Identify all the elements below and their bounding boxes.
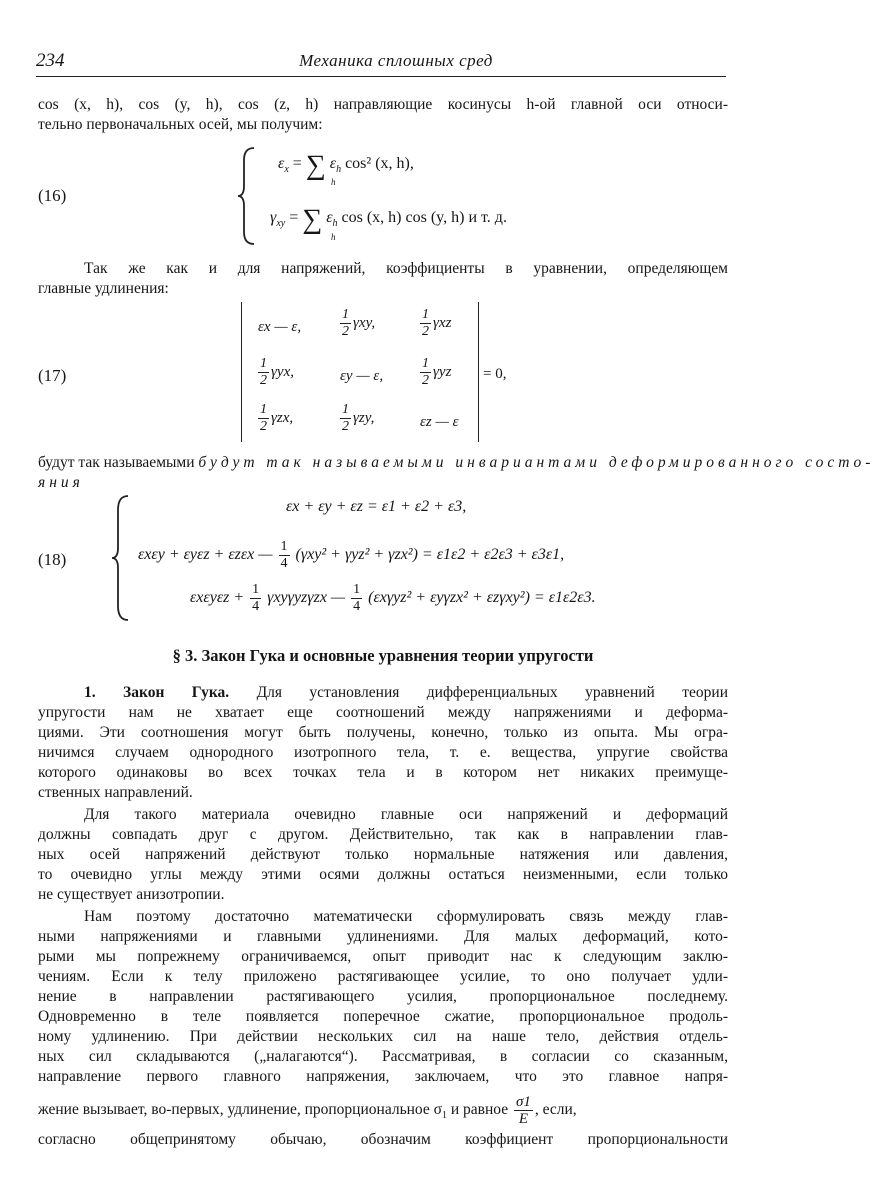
text-line: главные удлинения: [38,280,169,297]
emphasis-text: будут так называемыми инвариантами деформированного состо- [198,454,874,471]
subsection-title: 1. Закон Гука. [84,684,230,701]
running-title: Механика сплошных сред [299,51,493,70]
text-line: нение в направлении растягивающего усилия, пропорциональное последнему. [38,988,728,1005]
text-line: Одновременно в теле появляется поперечное сжатие, пропорциональное продоль- [38,1008,728,1025]
text-line: ных осей напряжений действуют только нормальные натяжения или давления, [38,846,728,863]
equation-18-row-2: εxεy + εyεz + εzεx — $\frac{1}{4}$ (γxy² + γyz² + γzx²) = ε1ε2 + ε2ε3 + ε3ε1, [138,539,565,571]
det-cell: $\frac{1}{2}$ γxz [422,307,452,339]
text-line: 1. Закон Гука. Для установления дифференциальных уравнений теории [84,684,728,701]
text-line: яния [38,474,84,491]
text-line: направление первого главного напряжения, заключаем, что это главное напря- [38,1068,728,1085]
sum-index: h [331,177,336,187]
text-line: cos (x, h), cos (y, h), cos (z, h) направляющие косинусы h-ой главной оси относи- [38,96,728,113]
det-cell: εz — ε [420,414,459,430]
text-line: Так же как и для напряжений, коэффициенты в уравнении, определяющем [84,260,728,277]
equation-number: (18) [38,550,67,569]
det-rhs: = 0, [483,366,507,382]
text-line: ному удлинению. При действии нескольких сил на наше тело, действия отдель- [38,1028,728,1045]
text-line: рыми мы попрежнему ограничиваемся, опыт приводит нас к следующим заклю- [38,948,728,965]
left-brace-icon [112,494,132,622]
text-line: Нам поэтому достаточно математически сформулировать связь между глав- [84,908,728,925]
text-line: циями. Эти соотношения могут быть получены, конечно, только из опыта. Мы огра- [38,724,728,741]
text-line: ными напряжениями и главными удлинениями. Для малых деформаций, кото- [38,928,728,945]
det-cell: εy — ε, [340,368,384,384]
det-cell: $\frac{1}{2}$ γzy, [342,402,375,434]
text-line: жение вызывает, во-первых, удлинение, пропорциональное $\sigma_1$ и равное $\frac{\sigma 1}{E}$ , если, [38,1094,577,1127]
page-number: 234 [36,50,65,71]
equation-number: (16) [38,186,67,205]
text-line: упругости нам не хватает еще соотношений между напряжениями и деформа- [38,704,728,721]
equation-18-row-3: εxεyεz + $\frac{1}{4}$ γxyγyzγzx — $\frac{1}{4}$ (εxγyz² + εyγzx² + εzγxy²) = ε1ε2ε3. [190,582,596,614]
det-cell: $\frac{1}{2}$ γyz [422,356,452,388]
det-cell: εx — ε, [258,319,302,335]
text-line: чениям. Если к телу приложено растягивающее усилие, то оно получает удли- [38,968,728,985]
det-cell: $\frac{1}{2}$ γyx, [260,356,294,388]
text-line: будут так называемыми будут так называемыми инвариантами деформированного состо- [38,454,874,471]
text-line: согласно общепринятому обычаю, обозначим коэффициент пропорциональности [38,1131,728,1148]
page-header [36,46,726,77]
left-brace-icon [238,146,258,246]
det-cell: $\frac{1}{2}$ γzx, [260,402,294,434]
equation-18-row-1: εx + εy + εz = ε1 + ε2 + ε3, [286,498,467,515]
equation-16-row-2: $\gamma_{xy}$ = ∑ $\varepsilon_h$ cos (x, h) cos (y, h) и т. д. [270,204,507,235]
text-line: ничимся случаем однородного изотропного тела, т. е. вещества, упругие свойства [38,744,728,761]
text-line: Для такого материала очевидно главные оси напряжений и деформаций [84,806,728,823]
text-line: которого одинаковы во всех точках тела и в котором нет никаких преимуще- [38,764,728,781]
text-line: тельно первоначальных осей, мы получим: [38,116,323,133]
text-line: ных сил складываются („налагаются“). Рассматривая, в согласии со сказанным, [38,1048,728,1065]
text-line: то очевидно углы между этими осями должны остаться неизменными, если только [38,866,728,883]
det-cell: $\frac{1}{2}$ γxy, [342,307,376,339]
text-line: ственных направлений. [38,784,193,801]
text-line: должны совпадать друг с другом. Действительно, так как в направлении глав- [38,826,728,843]
text-line: не существует анизотропии. [38,886,225,903]
sum-index: h [331,232,336,242]
section-heading: § 3. Закон Гука и основные уравнения теории упругости [172,646,594,665]
equation-16-row-1: $\varepsilon_x$ = ∑ $\varepsilon_h$ cos² (x, h), [278,150,414,181]
equation-number: (17) [38,366,67,385]
